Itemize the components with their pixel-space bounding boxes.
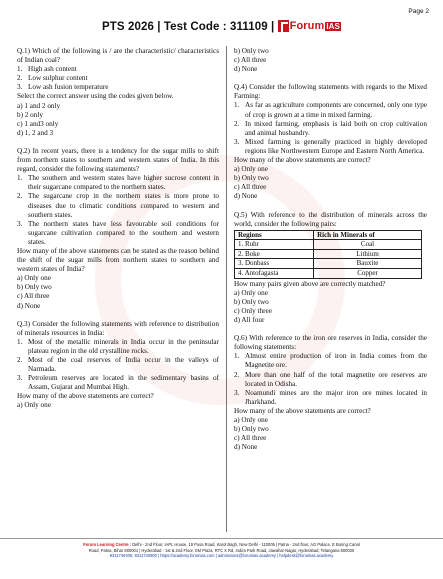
statement-item: 3. Noamundi mines are the major iron ore mines located in Jharkhand. bbox=[234, 388, 427, 406]
statement-item: 3. Petroleum reserves are located in the sedimentary basins of Assam, Gujarat and Mumbai High. bbox=[17, 374, 219, 392]
question-3-continued bbox=[234, 47, 427, 74]
answer-option: d) All four bbox=[234, 316, 265, 325]
forum-logo-icon bbox=[278, 20, 289, 32]
question-2 bbox=[17, 147, 219, 311]
statement-item: 1. Most of the metallic minerals in India occur in the peninsular plateau region in the old crystalline rocks. bbox=[17, 337, 219, 355]
header-title: PTS 2026 | Test Code : 311109 | bbox=[102, 21, 275, 33]
answer-options bbox=[234, 165, 427, 201]
answer-option: b) Only two bbox=[234, 47, 269, 55]
footer-address-line-1: Delhi - 2nd Floor, IAPL House, 19 Pusa Road, Karol Bagh, New Delhi - 110005 | Patna - 2nd floor, AG Palace, E Boring Canal bbox=[132, 542, 360, 547]
answer-options bbox=[234, 47, 427, 74]
answer-option: a) Only one bbox=[17, 274, 51, 283]
question-stem: Q.4) Consider the following statements with regards to the Mixed Farming: bbox=[234, 83, 427, 101]
question-prompt: How many of the above statements are correct? bbox=[234, 406, 371, 415]
answer-option: a) Only one bbox=[17, 401, 51, 410]
question-prompt: Select the correct answer using the codes given below. bbox=[17, 92, 174, 101]
logo-forum-text: Forum bbox=[289, 20, 325, 32]
statement-item: 2. Most of the coal reserves of India occur in the valleys of Narmada. bbox=[17, 356, 219, 374]
statement-item: 3. Low ash fusion temperature bbox=[17, 83, 109, 92]
question-6 bbox=[234, 334, 427, 452]
answer-option: c) 1 and3 only bbox=[17, 119, 59, 128]
statement-item: 2. The sugarcane crop in the northern states is more prone to diseases due to climatic conditions compared to western and southern states. bbox=[17, 192, 219, 219]
answer-option: b) Only two bbox=[234, 425, 269, 434]
statement-item: 3. Mixed farming is generally practiced in highly developed regions like Northwestern Europe and Eastern North America. bbox=[234, 137, 427, 155]
statement-list bbox=[17, 338, 219, 393]
answer-option: c) Only three bbox=[234, 306, 272, 315]
mineral-cell: Coal bbox=[314, 240, 422, 250]
question-prompt: How many of the above statements can be stated as the reason behind the shift of the sugar mills from northern states to southern and western states of India? bbox=[17, 246, 219, 274]
page-footer bbox=[0, 538, 443, 559]
answer-option: d) None bbox=[234, 192, 258, 201]
region-cell: 3. Donbass bbox=[235, 259, 314, 269]
answer-option: c) All three bbox=[234, 56, 267, 65]
statement-item: 3. The northern states have less favourable soil conditions for sugarcane cultivation compared to the southern and western states. bbox=[17, 219, 219, 246]
table-row bbox=[235, 259, 422, 269]
footer-contact[interactable]: 9311740400, 9311740900 | https://academy.forumias.com | admissions@forumias.academy | helpdesk@forumias.academy bbox=[109, 553, 334, 559]
statement-item: 1. The southern and western states have higher sucrose content in their sugarcane compared to the northern states. bbox=[17, 174, 219, 192]
statement-list bbox=[17, 174, 219, 247]
test-header bbox=[0, 20, 443, 33]
answer-option: a) 1 and 2 only bbox=[17, 101, 61, 110]
question-3 bbox=[17, 320, 219, 411]
answer-options bbox=[17, 401, 219, 410]
right-column bbox=[234, 47, 427, 461]
question-stem: Q.1) Which of the following is / are the characteristic/ characteristics of Indian coal? bbox=[17, 47, 219, 65]
answer-option: d) None bbox=[234, 443, 258, 452]
statement-list bbox=[234, 352, 427, 407]
question-5 bbox=[234, 211, 427, 326]
question-prompt: How many of the above statements are correct? bbox=[17, 392, 154, 401]
left-column bbox=[17, 47, 219, 420]
table-header-row bbox=[235, 230, 422, 240]
question-stem: Q.5) With reference to the distribution of minerals across the world, consider the following pairs: bbox=[234, 210, 427, 228]
question-stem: Q.6) With reference to the iron ore reserves in India, consider the following statements: bbox=[234, 334, 427, 352]
mineral-cell: Lithium bbox=[314, 249, 422, 259]
statement-item: 1. As far as agriculture components are concerned, only one type of crop is grown at a time in mixed farming. bbox=[234, 101, 427, 119]
answer-options bbox=[17, 102, 219, 138]
region-cell: 1. Ruhr bbox=[235, 240, 314, 250]
statement-item: 2. More than one half of the total magnetite ore reserves are located in Odisha. bbox=[234, 370, 427, 388]
answer-option: d) None bbox=[234, 65, 258, 74]
statement-list bbox=[234, 101, 427, 156]
forumias-logo bbox=[278, 20, 341, 32]
answer-option: c) All three bbox=[234, 434, 267, 443]
question-4 bbox=[234, 83, 427, 201]
answer-option: b) Only two bbox=[17, 283, 52, 292]
statement-item: 2. In mixed farming, emphasis is laid both on crop cultivation and animal husbandry. bbox=[234, 119, 427, 137]
table-row bbox=[235, 269, 422, 279]
answer-option: a) Only one bbox=[234, 288, 268, 297]
answer-option: d) None bbox=[17, 301, 41, 310]
answer-option: c) All three bbox=[17, 292, 50, 301]
answer-option: a) Only one bbox=[234, 415, 268, 424]
answer-option: b) 2 only bbox=[17, 110, 43, 119]
statement-item: 1. Almost entire production of iron in India comes from the Magnetite ore. bbox=[234, 352, 427, 370]
minerals-table bbox=[234, 230, 422, 279]
statement-item: 1. High ash content bbox=[17, 65, 77, 74]
statement-list bbox=[17, 65, 219, 92]
answer-options bbox=[17, 274, 219, 310]
mineral-cell: Copper bbox=[314, 269, 422, 279]
answer-option: b) Only two bbox=[234, 297, 269, 306]
footer-brand: Forum Learning Centre : bbox=[83, 542, 132, 547]
answer-option: a) Only one bbox=[234, 165, 268, 174]
mineral-cell: Bauxite bbox=[314, 259, 422, 269]
question-1 bbox=[17, 47, 219, 138]
statement-item: 2. Low sulphur content bbox=[17, 74, 88, 83]
column-divider bbox=[226, 46, 227, 532]
question-stem: Q.3) Consider the following statements with reference to distribution of minerals resources in India: bbox=[17, 319, 219, 337]
page-number: Page 2 bbox=[408, 8, 429, 15]
answer-option: d) 1, 2 and 3 bbox=[17, 128, 54, 137]
logo-ias-text: IAS bbox=[326, 21, 340, 31]
column-header: Regions bbox=[235, 230, 314, 240]
table-row bbox=[235, 240, 422, 250]
answer-options bbox=[234, 289, 427, 325]
region-cell: 2. Boke bbox=[235, 249, 314, 259]
table-row bbox=[235, 249, 422, 259]
answer-option: b) Only two bbox=[234, 174, 269, 183]
column-header: Rich in Minerals of bbox=[314, 230, 422, 240]
question-prompt: How many of the above statements are correct? bbox=[234, 156, 371, 165]
question-stem: Q.2) In recent years, there is a tendency for the sugar mills to shift from northern states to southern and western states of India. In this regard, consider the following statements? bbox=[17, 146, 219, 174]
answer-options bbox=[234, 416, 427, 452]
answer-option: c) All three bbox=[234, 183, 267, 192]
question-prompt: How many pairs given above are correctly matched? bbox=[234, 279, 386, 288]
footer-address-line-2: Road, Patna, Bihar 800001 | Hyderabad - 1st & 2nd Floor, SM Plaza, RTC X Rd, Indira Park Road, Jawahar Nagar, Hyderabad, Telangana 500020 bbox=[88, 547, 355, 553]
region-cell: 4. Antofagasta bbox=[235, 269, 314, 279]
